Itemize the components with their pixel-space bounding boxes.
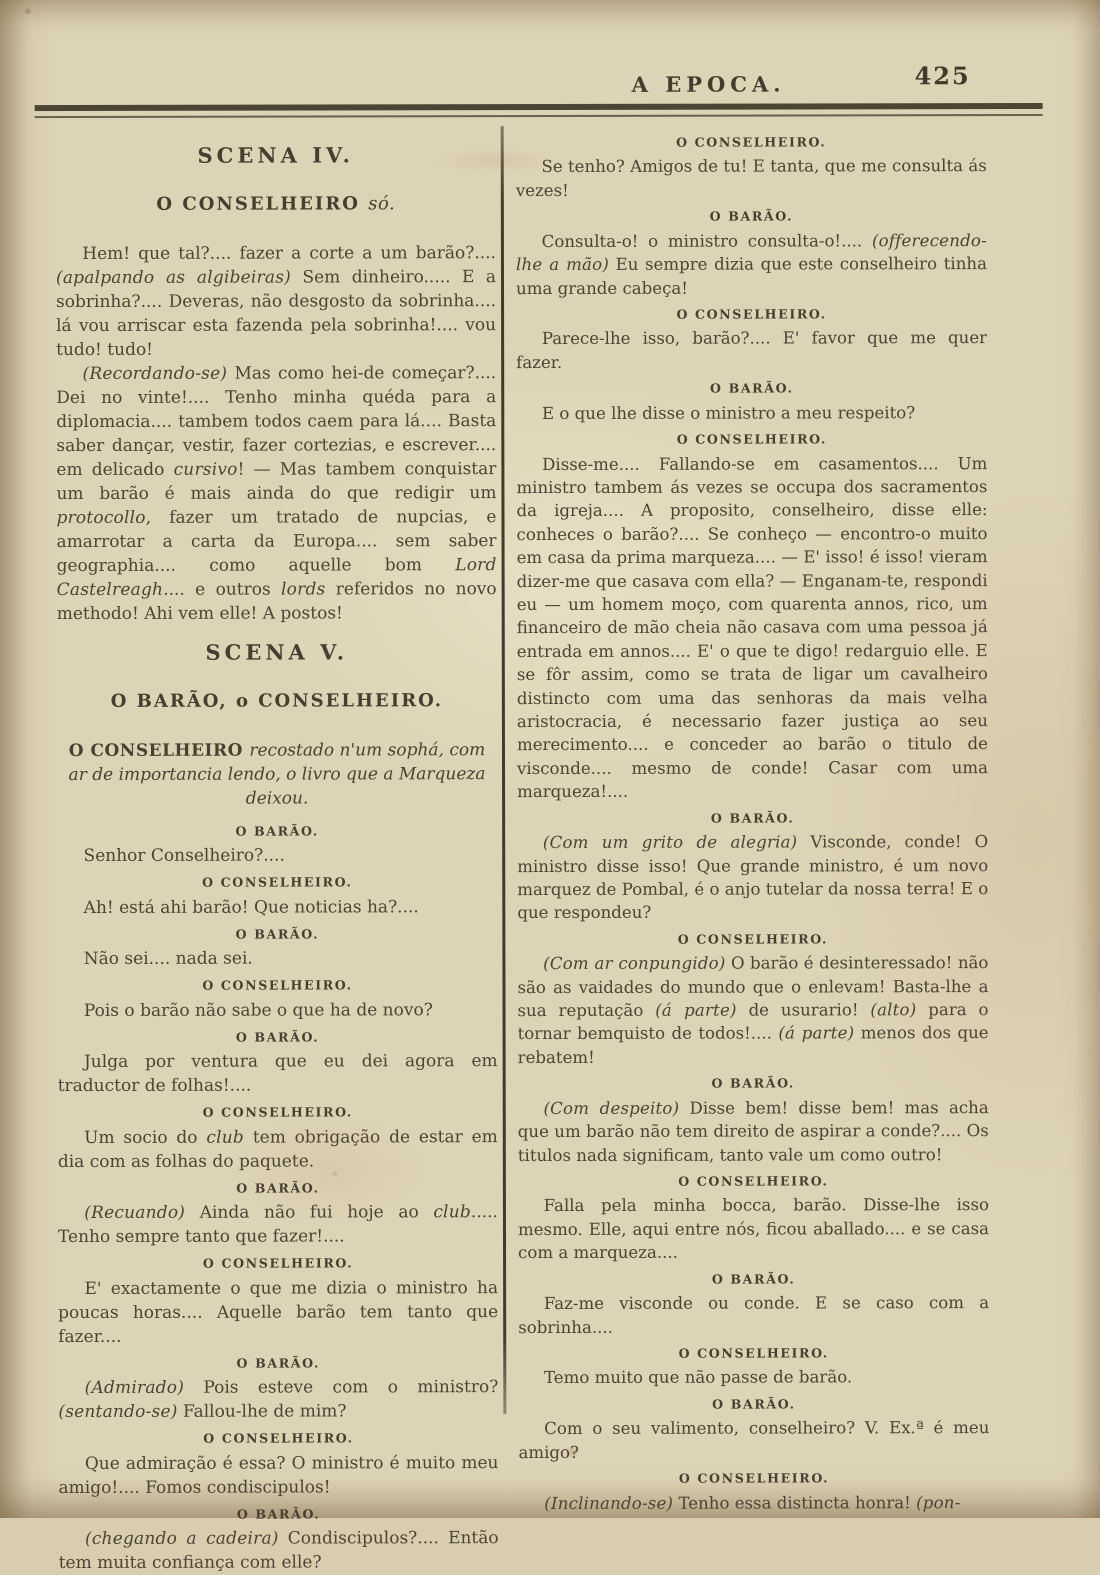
scene-heading: SCENA V. xyxy=(205,639,349,665)
speech: Com o seu valimento, conselheiro? V. Ex.ª é meu amigo? xyxy=(518,1418,990,1462)
speech: E' exactamente o que me dizia o ministro ha poucas horas.... Aquelle barão tem tanto que fazer.... xyxy=(58,1277,499,1347)
speech: (Inclinando-se) Tenho essa distincta honra! (pon- xyxy=(544,1492,961,1513)
masthead-title: A EPOCA. xyxy=(631,71,786,97)
speech: (chegando a cadeira) Condiscipulos?.... Então tem muita confiança com elle? xyxy=(58,1528,499,1574)
speech: Um socio do club tem obrigação de estar em dia com as folhas do paquete. xyxy=(57,1126,498,1172)
speaker: O BARÃO. xyxy=(710,810,795,826)
speech: (Com um grito de alegria) Visconde, conde! O ministro disse isso! Que grande ministro, é um novo marquez de Pombal, é o anjo tutelar da nossa terra! E o que respondeu? xyxy=(517,832,989,923)
speaker: O CONSELHEIRO. xyxy=(202,977,353,994)
speech: (Com ar conpungido) O barão é desinteressado! não são as vaidades do mundo que o enlevam! Basta-lhe a sua reputação (á parte) de usurario! (alto) para o tornar bemquisto de todos!.... (á parte) menos dos que rebatem! xyxy=(517,953,989,1067)
speech: Disse-me.... Fallando-se em casamentos.... Um ministro tambem ás vezes se occupa dos sacramentos da igreja.... A proposito, conselheiro, disse elle: conheces o barão?.... Se conheço — encontro-o muito em casa da prima marqueza.... — E' isso! é isso! vieram dizer-me que casava com ella? — Enganam-te, respondi eu — um homem moço, com quarenta annos, rico, um financeiro de mão cheia não casava com uma pessoa já entrada em annos.... E' o que te digo! redarguio elle. E se fôr assim, como se trata de ligar um cavalheiro distincto com uma das senhoras da mais velha aristocracia, é necessario fazer justiça ao seu merecimento.... e conceder ao barão o titulo de visconde.... mesmo de conde! Casar com uma marqueza!.... xyxy=(516,453,989,802)
speaker: O CONSELHEIRO. xyxy=(202,1104,353,1121)
speech: (Recordando-se) Mas como hei-de começar?.... Dei no vinte!.... Tenho minha quéda para a diplomacia.... tambem todos caem para lá.... Basta saber dançar, vestir, fazer cortezias, e escrever.... em delicado cursivo! — Mas tambem conquistar um barão é mais ainda do que redigir um protocollo, fazer um tratado de nupcias, e amarrotar a carta da Europa.... sem saber geographia.... como aquelle bom Lord Castelreagh.... e outros lords referidos no novo methodo! Ahi vem elle! A postos! xyxy=(56,363,497,625)
speech: Temo muito que não passe de barão. xyxy=(543,1367,853,1388)
speech: Se tenho? Amigos de tu! E tanta, que me consulta ás vezes! xyxy=(515,156,987,200)
speech: Senhor Conselheiro?.... xyxy=(83,846,285,867)
speech: (Com despeito) Disse bem! disse bem! mas acha que um barão não tem direito de aspirar a conde?.... Os titulos nada significam, tanto vale um como outro! xyxy=(517,1097,989,1165)
speaker: O CONSELHEIRO. xyxy=(203,1430,354,1446)
column-divider xyxy=(501,126,507,1414)
speech: Falla pela minha bocca, barão. Disse-lhe isso mesmo. Elle, aqui entre nós, ficou aballado.... e se casa com a marqueza.... xyxy=(517,1195,990,1263)
speaker: O CONSELHEIRO. xyxy=(676,306,827,322)
speaker: O CONSELHEIRO. xyxy=(202,874,353,891)
speech: Faz-me visconde ou conde. E se caso com a sobrinha.... xyxy=(518,1293,990,1337)
speech: Que admiração é essa? O ministro é muito meu amigo!.... Fomos condiscipulos! xyxy=(58,1452,499,1498)
header-rule xyxy=(35,103,1043,118)
speech: Pois o barão não sabe o que ha de novo? xyxy=(83,1000,433,1021)
speaker: O BARÃO. xyxy=(236,1506,321,1522)
speech: (Admirado) Pois esteve com o ministro? (sentando-se) Fallou-lhe de mim? xyxy=(58,1377,499,1423)
stage-direction: O CONSELHEIRO recostado n'um sophá, com ar de importancia lendo, o livro que a Marqueza deixou. xyxy=(68,740,486,809)
scene-sub: O BARÃO, o CONSELHEIRO. xyxy=(110,690,444,712)
speaker: O CONSELHEIRO. xyxy=(678,1345,829,1361)
scene-heading: SCENA IV. xyxy=(197,142,354,168)
speaker: O CONSELHEIRO. xyxy=(677,931,829,947)
speaker: O BARÃO. xyxy=(709,208,794,224)
speaker: O CONSELHEIRO. xyxy=(676,431,827,447)
speech: E o que lhe disse o ministro a meu respeito? xyxy=(541,402,916,423)
left-column xyxy=(56,128,499,1575)
speaker: O BARÃO. xyxy=(235,1029,320,1045)
right-column xyxy=(516,127,990,1515)
speaker: O CONSELHEIRO. xyxy=(678,1173,829,1189)
speaker: O CONSELHEIRO. xyxy=(676,134,827,150)
speaker: O CONSELHEIRO. xyxy=(678,1470,830,1486)
speaker: O BARÃO. xyxy=(235,823,319,839)
speaker: O BARÃO. xyxy=(709,380,794,396)
speaker: O BARÃO. xyxy=(712,1396,796,1412)
speaker: O BARÃO. xyxy=(235,926,320,942)
speech: Consulta-o! o ministro consulta-o!.... (offerecendo-lhe a mão) Eu sempre dizia que este conselheiro tinha uma grande cabeça! xyxy=(515,230,987,298)
speech: Ah! está ahi barão! Que noticias ha?.... xyxy=(83,897,419,918)
page-number: 425 xyxy=(914,61,971,91)
speaker: O BARÃO. xyxy=(236,1355,320,1371)
speaker: O BARÃO. xyxy=(236,1180,320,1196)
scene-sub: O CONSELHEIRO só. xyxy=(156,193,396,215)
speech: Julga por ventura que eu dei agora em traductor de folhas!.... xyxy=(57,1051,498,1097)
speech: Não sei.... nada sei. xyxy=(83,949,253,970)
speech: (Recuando) Ainda não fui hoje ao club..... Tenho sempre tanto que fazer!.... xyxy=(57,1202,498,1248)
speaker: O CONSELHEIRO. xyxy=(202,1255,354,1272)
speech: Parece-lhe isso, barão?.... E' favor que me quer fazer. xyxy=(516,328,988,372)
speaker: O BARÃO. xyxy=(711,1271,796,1287)
speaker: O BARÃO. xyxy=(711,1075,795,1091)
speech: Hem! que tal?.... fazer a corte a um barão?.... (apalpando as algibeiras) Sem dinheiro..... E a sobrinha?.... Deveras, não desgosto da sobrinha.... lá vou arriscar esta fazenda pela sobrinha!.... vou tudo! tudo! xyxy=(55,243,497,361)
